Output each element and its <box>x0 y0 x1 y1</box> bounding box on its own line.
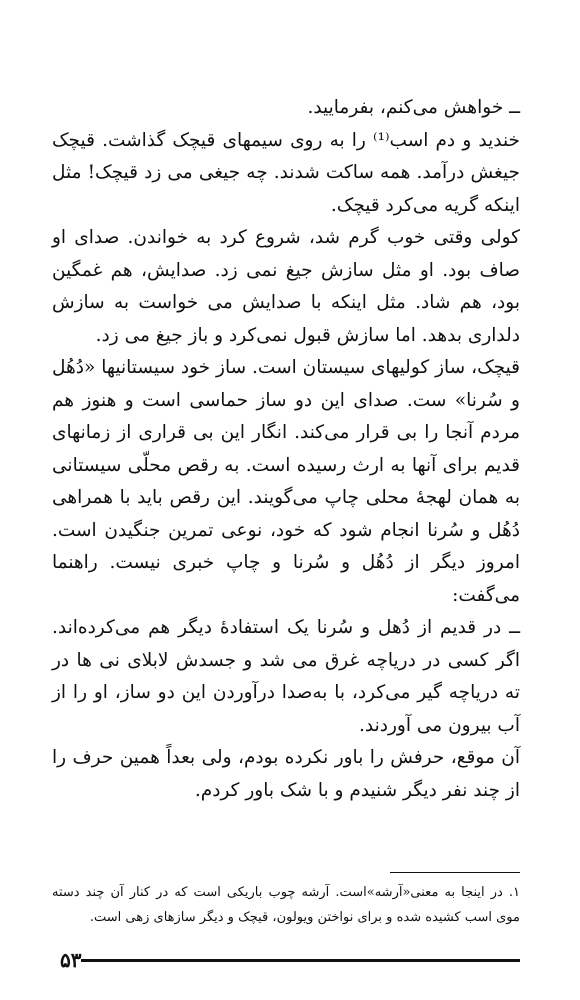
footnote-divider <box>390 872 520 873</box>
paragraph-5: ــ در قدیم از دُهل و سُرنا یک استفادهٔ دیگر هم می‌کرده‌اند. اگر کسی در دریاچه غرق می شد و جسدش لابلای نی ها در ته دریاچه گیر می‌کرد، با به‌صدا درآوردن این دو ساز، او را از آب بیرون می آوردند. <box>52 617 520 736</box>
paragraph-1: ــ خواهش می‌کنم، بفرمایید. <box>307 97 520 118</box>
footer-rule <box>81 959 520 962</box>
paragraph-4: قیچک، ساز کولیهای سیستان است. ساز خود سیستانیها «دُهُل و سُرنا» ست. صدای این دو ساز حماسی است و هنوز هم مردم آنجا را بی قرار می‌کند. انگار این بی قراری از زمانهای قدیم برای آنها به ارث رسیده است. به رقص محلّی سیستانی به همان لهجهٔ محلی چاپ می‌گویند. این رقص باید با همراهی دُهُل و سُرنا انجام شود که خود، نوعی تمرین جنگیدن است. امروز دیگر از دُهُل و سُرنا و چاپ خبری نیست. راهنما می‌گفت: <box>52 357 520 606</box>
footnote-1: ۱. در اینجا به معنی«آرشه»است. آرشه چوب باریکی است که در کنار آن چند دسته موی اسب کشیده شده و برای نواختن ویولون، قیچک و دیگر سازهای زهی است. <box>52 885 520 925</box>
body-text <box>52 92 520 807</box>
paragraph-6: آن موقع، حرفش را باور نکرده بودم، ولی بعداً همین حرف را از چند نفر دیگر شنیدم و با شک باور کردم. <box>52 747 520 801</box>
paragraph-3: کولی وقتی خوب گرم شد، شروع کرد به خواندن. صدای او صاف بود. او مثل سازش جیغ نمی زد. صدایش، هم غمگین بود، هم شاد. مثل اینکه با صدایش می خواست به سازش دلداری بدهد. اما سازش قبول نمی‌کرد و باز جیغ می زد. <box>52 227 520 346</box>
footnotes <box>52 880 520 930</box>
page-footer <box>52 945 520 975</box>
paragraph-2: خندید و دم اسب⁽¹⁾ را به روی سیمهای قیچک گذاشت. قیچک جیغش درآمد. همه ساکت شدند. چه جیغی می زد قیچک! مثل اینکه گریه می‌کرد قیچک. <box>52 129 520 216</box>
page-number: ۵۳ <box>60 948 82 972</box>
